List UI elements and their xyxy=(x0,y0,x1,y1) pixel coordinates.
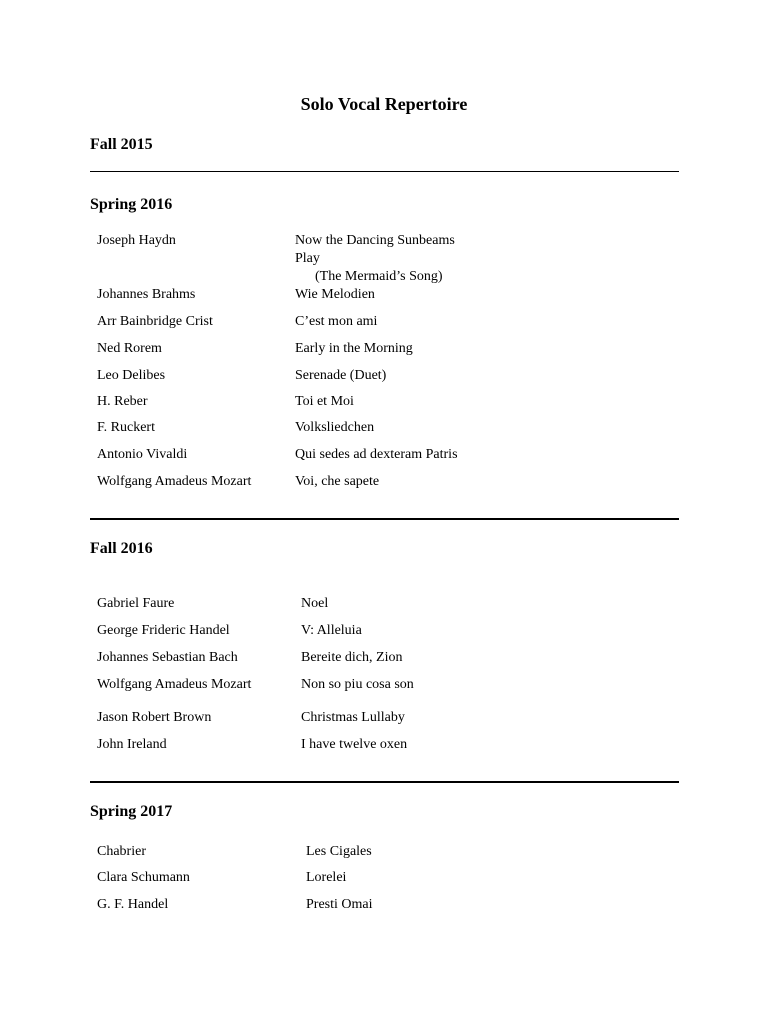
composer-name: Wolfgang Amadeus Mozart xyxy=(97,474,252,489)
composer-name: Clara Schumann xyxy=(97,870,190,885)
piece-title: Qui sedes ad dexteram Patris xyxy=(295,447,458,462)
piece-title: Noel xyxy=(301,596,329,611)
section-divider xyxy=(90,171,679,172)
composer-name: H. Reber xyxy=(97,394,148,409)
piece-title: Voi, che sapete xyxy=(295,474,380,489)
piece-title: Lorelei xyxy=(306,870,347,885)
piece-title: I have twelve oxen xyxy=(301,737,408,752)
composer-name: Johannes Brahms xyxy=(97,287,196,302)
composer-name: Wolfgang Amadeus Mozart xyxy=(97,677,252,692)
piece-subtitle: (The Mermaid’s Song) xyxy=(315,269,443,284)
composer-name: Antonio Vivaldi xyxy=(97,447,188,462)
composer-name: Joseph Haydn xyxy=(97,233,176,248)
composer-name: Chabrier xyxy=(97,844,146,859)
section-heading-spring-2016: Spring 2016 xyxy=(90,196,173,213)
document-title: Solo Vocal Repertoire xyxy=(300,94,468,114)
piece-title: Toi et Moi xyxy=(295,394,354,409)
section-divider xyxy=(90,781,679,783)
composer-name: G. F. Handel xyxy=(97,897,169,912)
piece-title-line: Play xyxy=(295,251,320,266)
composer-name: Ned Rorem xyxy=(97,341,162,356)
composer-name: Gabriel Faure xyxy=(97,596,175,611)
piece-title: Christmas Lullaby xyxy=(301,710,405,725)
section-divider xyxy=(90,518,679,520)
piece-title: Serenade (Duet) xyxy=(295,368,387,383)
section-heading-fall-2015: Fall 2015 xyxy=(90,136,153,153)
piece-title: Les Cigales xyxy=(306,844,372,859)
composer-name: Arr Bainbridge Crist xyxy=(97,314,213,329)
composer-name: Johannes Sebastian Bach xyxy=(97,650,238,665)
piece-title: Volksliedchen xyxy=(295,420,375,435)
composer-name: John Ireland xyxy=(97,737,167,752)
piece-title: Presti Omai xyxy=(306,897,373,912)
piece-title: Non so piu cosa son xyxy=(301,677,414,692)
piece-title: C’est mon ami xyxy=(295,314,378,329)
section-heading-fall-2016: Fall 2016 xyxy=(90,540,153,557)
piece-title-line: Now the Dancing Sunbeams xyxy=(295,233,455,248)
piece-title: Wie Melodien xyxy=(295,287,375,302)
piece-title: Bereite dich, Zion xyxy=(301,650,403,665)
composer-name: Jason Robert Brown xyxy=(97,710,212,725)
composer-name: Leo Delibes xyxy=(97,368,166,383)
composer-name: George Frideric Handel xyxy=(97,623,230,638)
piece-title: V: Alleluia xyxy=(301,623,362,638)
piece-title: Early in the Morning xyxy=(295,341,413,356)
section-heading-spring-2017: Spring 2017 xyxy=(90,803,173,820)
composer-name: F. Ruckert xyxy=(97,420,155,435)
piece-title xyxy=(295,232,515,286)
